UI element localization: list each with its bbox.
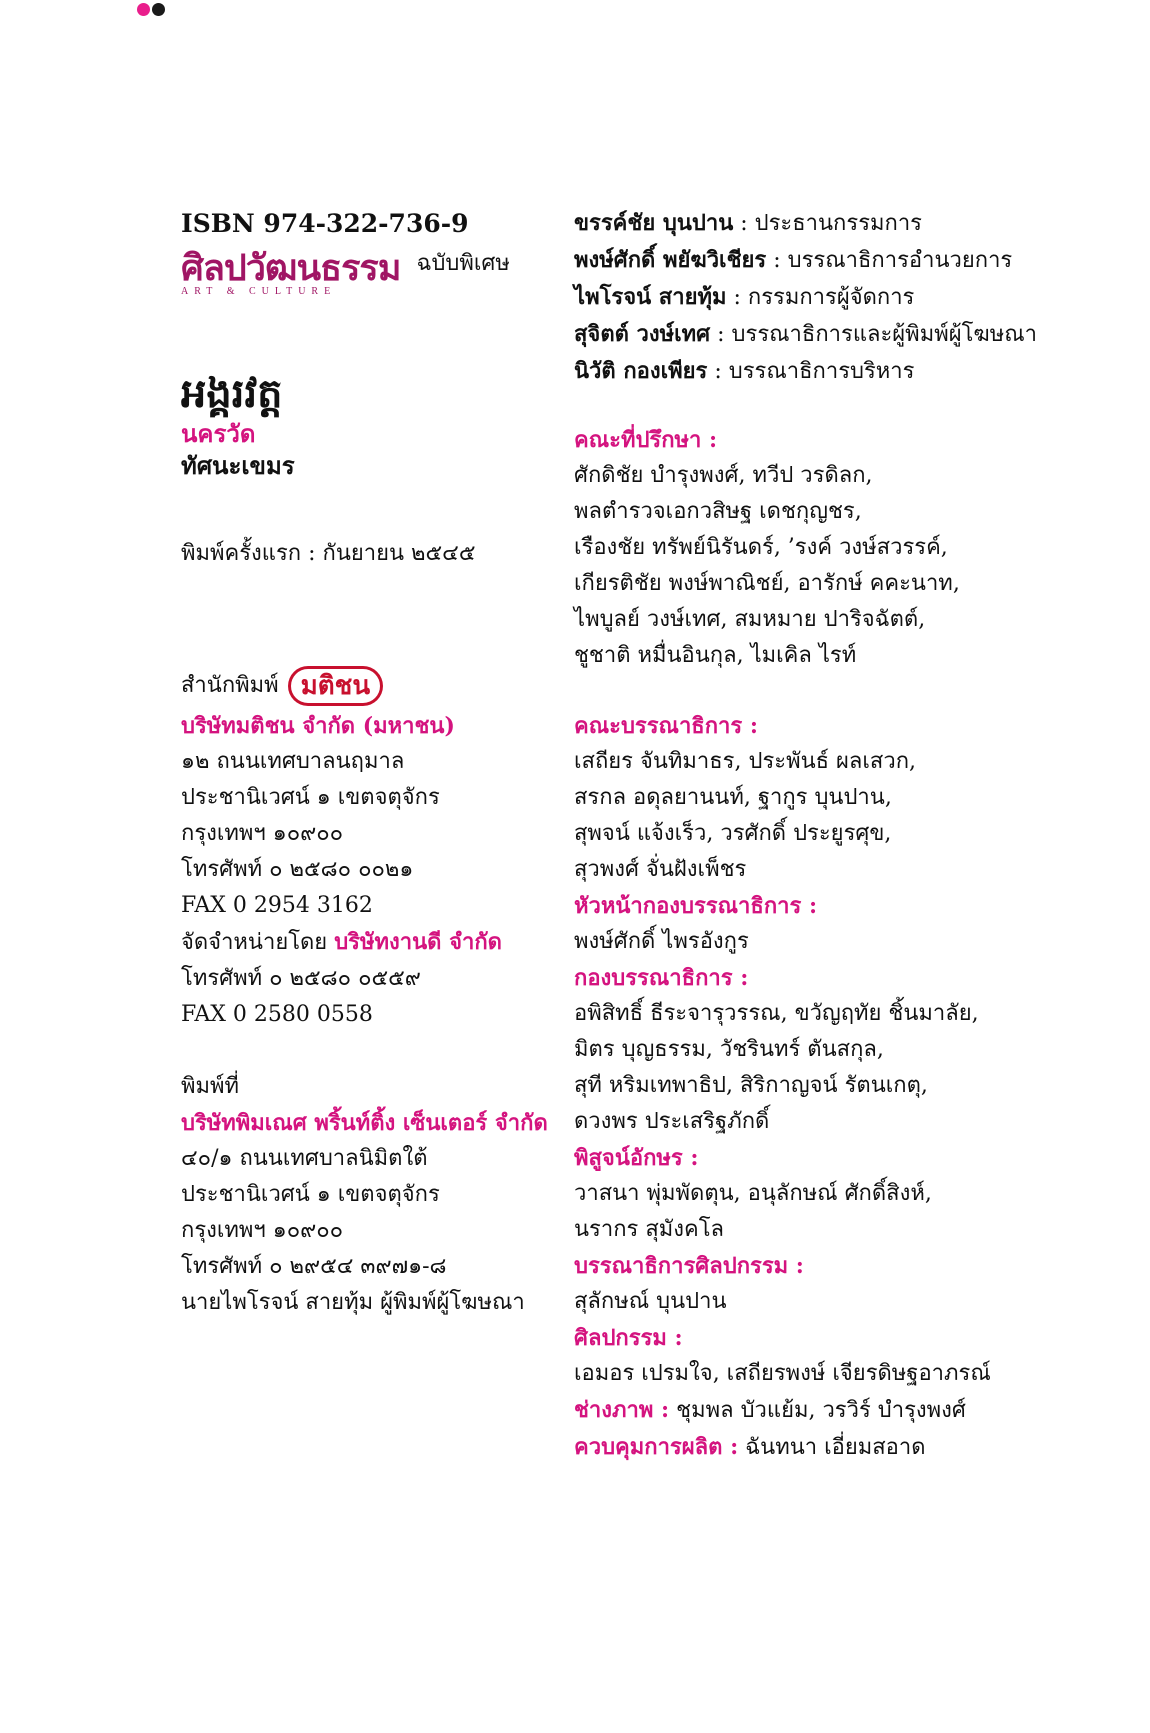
staff-entry <box>574 242 1134 279</box>
publisher-company: บริษัทมติชน จำกัด (มหาชน) <box>181 713 455 739</box>
list-item: เรืองชัย ทรัพย์นิรันดร์, ’รงค์ วงษ์สวรรค์, <box>574 535 948 560</box>
decorative-dots <box>137 3 165 16</box>
address-line: ๑๒ ถนนเทศบาลนฤมาล <box>181 749 405 774</box>
list-item: สุที หริมเทพาธิป, สิริกาญจน์ รัตนเกตุ, <box>574 1073 928 1098</box>
proofreading-heading: พิสูจน์อักษร : <box>574 1145 699 1171</box>
staff-name: สุจิตต์ วงษ์เทศ <box>574 321 711 347</box>
right-column <box>574 205 1134 1466</box>
special-edition: ฉบับพิเศษ <box>416 251 510 276</box>
staff-role: : ประธานกรรมการ <box>733 211 922 236</box>
list-item: อพิสิทธิ์ ธีระจารุวรรณ, ขวัญฤทัย ชิ้นมาลัย, <box>574 1001 979 1026</box>
phone-line: โทรศัพท์ ๐ ๒๕๘๐ ๐๐๒๑ <box>181 857 414 882</box>
magazine-header <box>181 245 561 298</box>
thai-title: นครวัด <box>181 419 256 448</box>
staff-role: : บรรณาธิการบริหาร <box>707 359 915 384</box>
staff-role: : บรรณาธิการอำนวยการ <box>766 248 1013 273</box>
list-item: เกียรติชัย พงษ์พาณิชย์, อารักษ์ คคะนาท, <box>574 571 960 596</box>
distributor-line <box>181 924 561 961</box>
advisors-heading: คณะที่ปรึกษา : <box>574 427 718 453</box>
photo-heading: ช่างภาพ : <box>574 1397 670 1423</box>
list-item: วาสนา พุ่มพัดตุน, อนุลักษณ์ ศักดิ์สิงห์, <box>574 1181 932 1206</box>
list-item: ไพบูลย์ วงษ์เทศ, สมหมาย ปาริจฉัตต์, <box>574 607 926 632</box>
production-name: ฉันทนา เอี่ยมสอาด <box>738 1435 926 1460</box>
address-line: ๔๐/๑ ถนนเทศบาลนิมิตใต้ <box>181 1146 428 1171</box>
photo-names: ชุมพล บัวแย้ม, วรวิร์ บำรุงพงศ์ <box>669 1398 966 1423</box>
list-item: ศักดิชัย บำรุงพงศ์, ทวีป วรดิลก, <box>574 463 873 488</box>
production-heading: ควบคุมการผลิต : <box>574 1434 739 1460</box>
art-heading: ศิลปกรรม : <box>574 1325 683 1351</box>
staff-entry <box>574 316 1134 353</box>
list-item: สรกล อดุลยานนท์, ฐากูร บุนปาน, <box>574 785 892 810</box>
editorial-staff-list <box>574 996 1134 1140</box>
phone-line: โทรศัพท์ ๐ ๒๙๕๔ ๓๙๗๑-๘ <box>181 1254 447 1279</box>
editorial-board-list <box>574 744 1134 888</box>
list-item: พงษ์ศักดิ์ ไพรอังกูร <box>574 929 749 954</box>
publisher-label: สำนักพิมพ์ <box>181 673 279 698</box>
magazine-logo <box>181 247 401 298</box>
staff-role: : กรรมการผู้จัดการ <box>726 285 915 310</box>
staff-entry <box>574 279 1134 316</box>
list-item: ดวงพร ประเสริฐภักดิ์ <box>574 1109 770 1134</box>
publisher-row <box>181 664 561 708</box>
publisher-address <box>181 744 561 924</box>
staff-name: นิวัติ กองเพียร <box>574 358 708 384</box>
printer-address <box>181 1141 561 1321</box>
left-column <box>181 205 561 1321</box>
list-item: เสถียร จันทิมาธร, ประพันธ์ ผลเสวก, <box>574 749 917 774</box>
address-line: กรุงเทพฯ ๑๐๙๐๐ <box>181 821 344 846</box>
staff-role: : บรรณาธิการและผู้พิมพ์ผู้โฆษณา <box>710 322 1037 347</box>
address-line: ประชานิเวศน์ ๑ เขตจตุจักร <box>181 1182 440 1207</box>
khmer-title: អង្គរវត្ត <box>181 370 283 417</box>
distributor-name: บริษัทงานดี จำกัด <box>334 929 502 955</box>
magazine-title: ศิลปวัฒนธรรม <box>181 247 401 289</box>
first-print: พิมพ์ครั้งแรก : กันยายน ๒๕๔๕ <box>181 541 476 566</box>
art-editor-heading: บรรณาธิการศิลปกรรม : <box>574 1253 804 1279</box>
address-line: กรุงเทพฯ ๑๐๙๐๐ <box>181 1218 344 1243</box>
distributor-phone: โทรศัพท์ ๐ ๒๕๘๐ ๐๕๕๙ <box>181 966 421 991</box>
isbn: ISBN 974-322-736-9 <box>181 209 469 238</box>
staff-name: ไพโรจน์ สายทุ้ม <box>574 284 727 310</box>
list-item: สุพจน์ แจ้งเร็ว, วรศักดิ์ ประยูรศุข, <box>574 821 892 846</box>
editorial-staff-heading: กองบรรณาธิการ : <box>574 965 749 991</box>
matichon-logo: มติชน <box>289 667 382 705</box>
thai-subtitle: ทัศนะเขมร <box>181 451 295 480</box>
printer-label: พิมพ์ที่ <box>181 1074 240 1099</box>
pink-dot <box>137 3 150 16</box>
advisors-list <box>574 458 1134 674</box>
fax-line: FAX 0 2954 3162 <box>181 893 373 918</box>
photo-line <box>574 1392 1134 1429</box>
staff-entry <box>574 353 1134 390</box>
black-dot <box>152 3 165 16</box>
printer-name: บริษัทพิมเณศ พริ้นท์ติ้ง เซ็นเตอร์ จำกัด <box>181 1110 548 1136</box>
distributor-fax: FAX 0 2580 0558 <box>181 1002 373 1027</box>
magazine-subtitle: ART & CULTURE <box>181 286 337 297</box>
distributor-label: จัดจำหน่ายโดย <box>181 930 328 955</box>
publisher-person: นายไพโรจน์ สายทุ้ม ผู้พิมพ์ผู้โฆษณา <box>181 1290 525 1315</box>
staff-name: ขรรค์ชัย บุนปาน <box>574 210 734 236</box>
list-item: สุลักษณ์ บุนปาน <box>574 1289 727 1314</box>
address-line: ประชานิเวศน์ ๑ เขตจตุจักร <box>181 785 440 810</box>
list-item: ชูชาติ หมื่นอินกุล, ไมเคิล ไรท์ <box>574 643 857 668</box>
editorial-head-heading: หัวหน้ากองบรรณาธิการ : <box>574 893 818 919</box>
staff-name: พงษ์ศักดิ์ พยัฆวิเชียร <box>574 247 767 273</box>
staff-entry <box>574 205 1134 242</box>
editorial-board-heading: คณะบรรณาธิการ : <box>574 713 759 739</box>
list-item: มิตร บุญธรรม, วัชรินทร์ ตันสกุล, <box>574 1037 884 1062</box>
list-item: สุวพงศ์ จั่นฝังเพ็ชร <box>574 857 747 882</box>
staff-list <box>574 205 1134 390</box>
production-line <box>574 1429 1134 1466</box>
list-item: พลตำรวจเอกวสิษฐ เดชกุญชร, <box>574 499 862 524</box>
list-item: เอมอร เปรมใจ, เสถียรพงษ์ เจียรดิษฐอาภรณ์ <box>574 1361 991 1386</box>
list-item: นรากร สุมังคโล <box>574 1217 725 1242</box>
